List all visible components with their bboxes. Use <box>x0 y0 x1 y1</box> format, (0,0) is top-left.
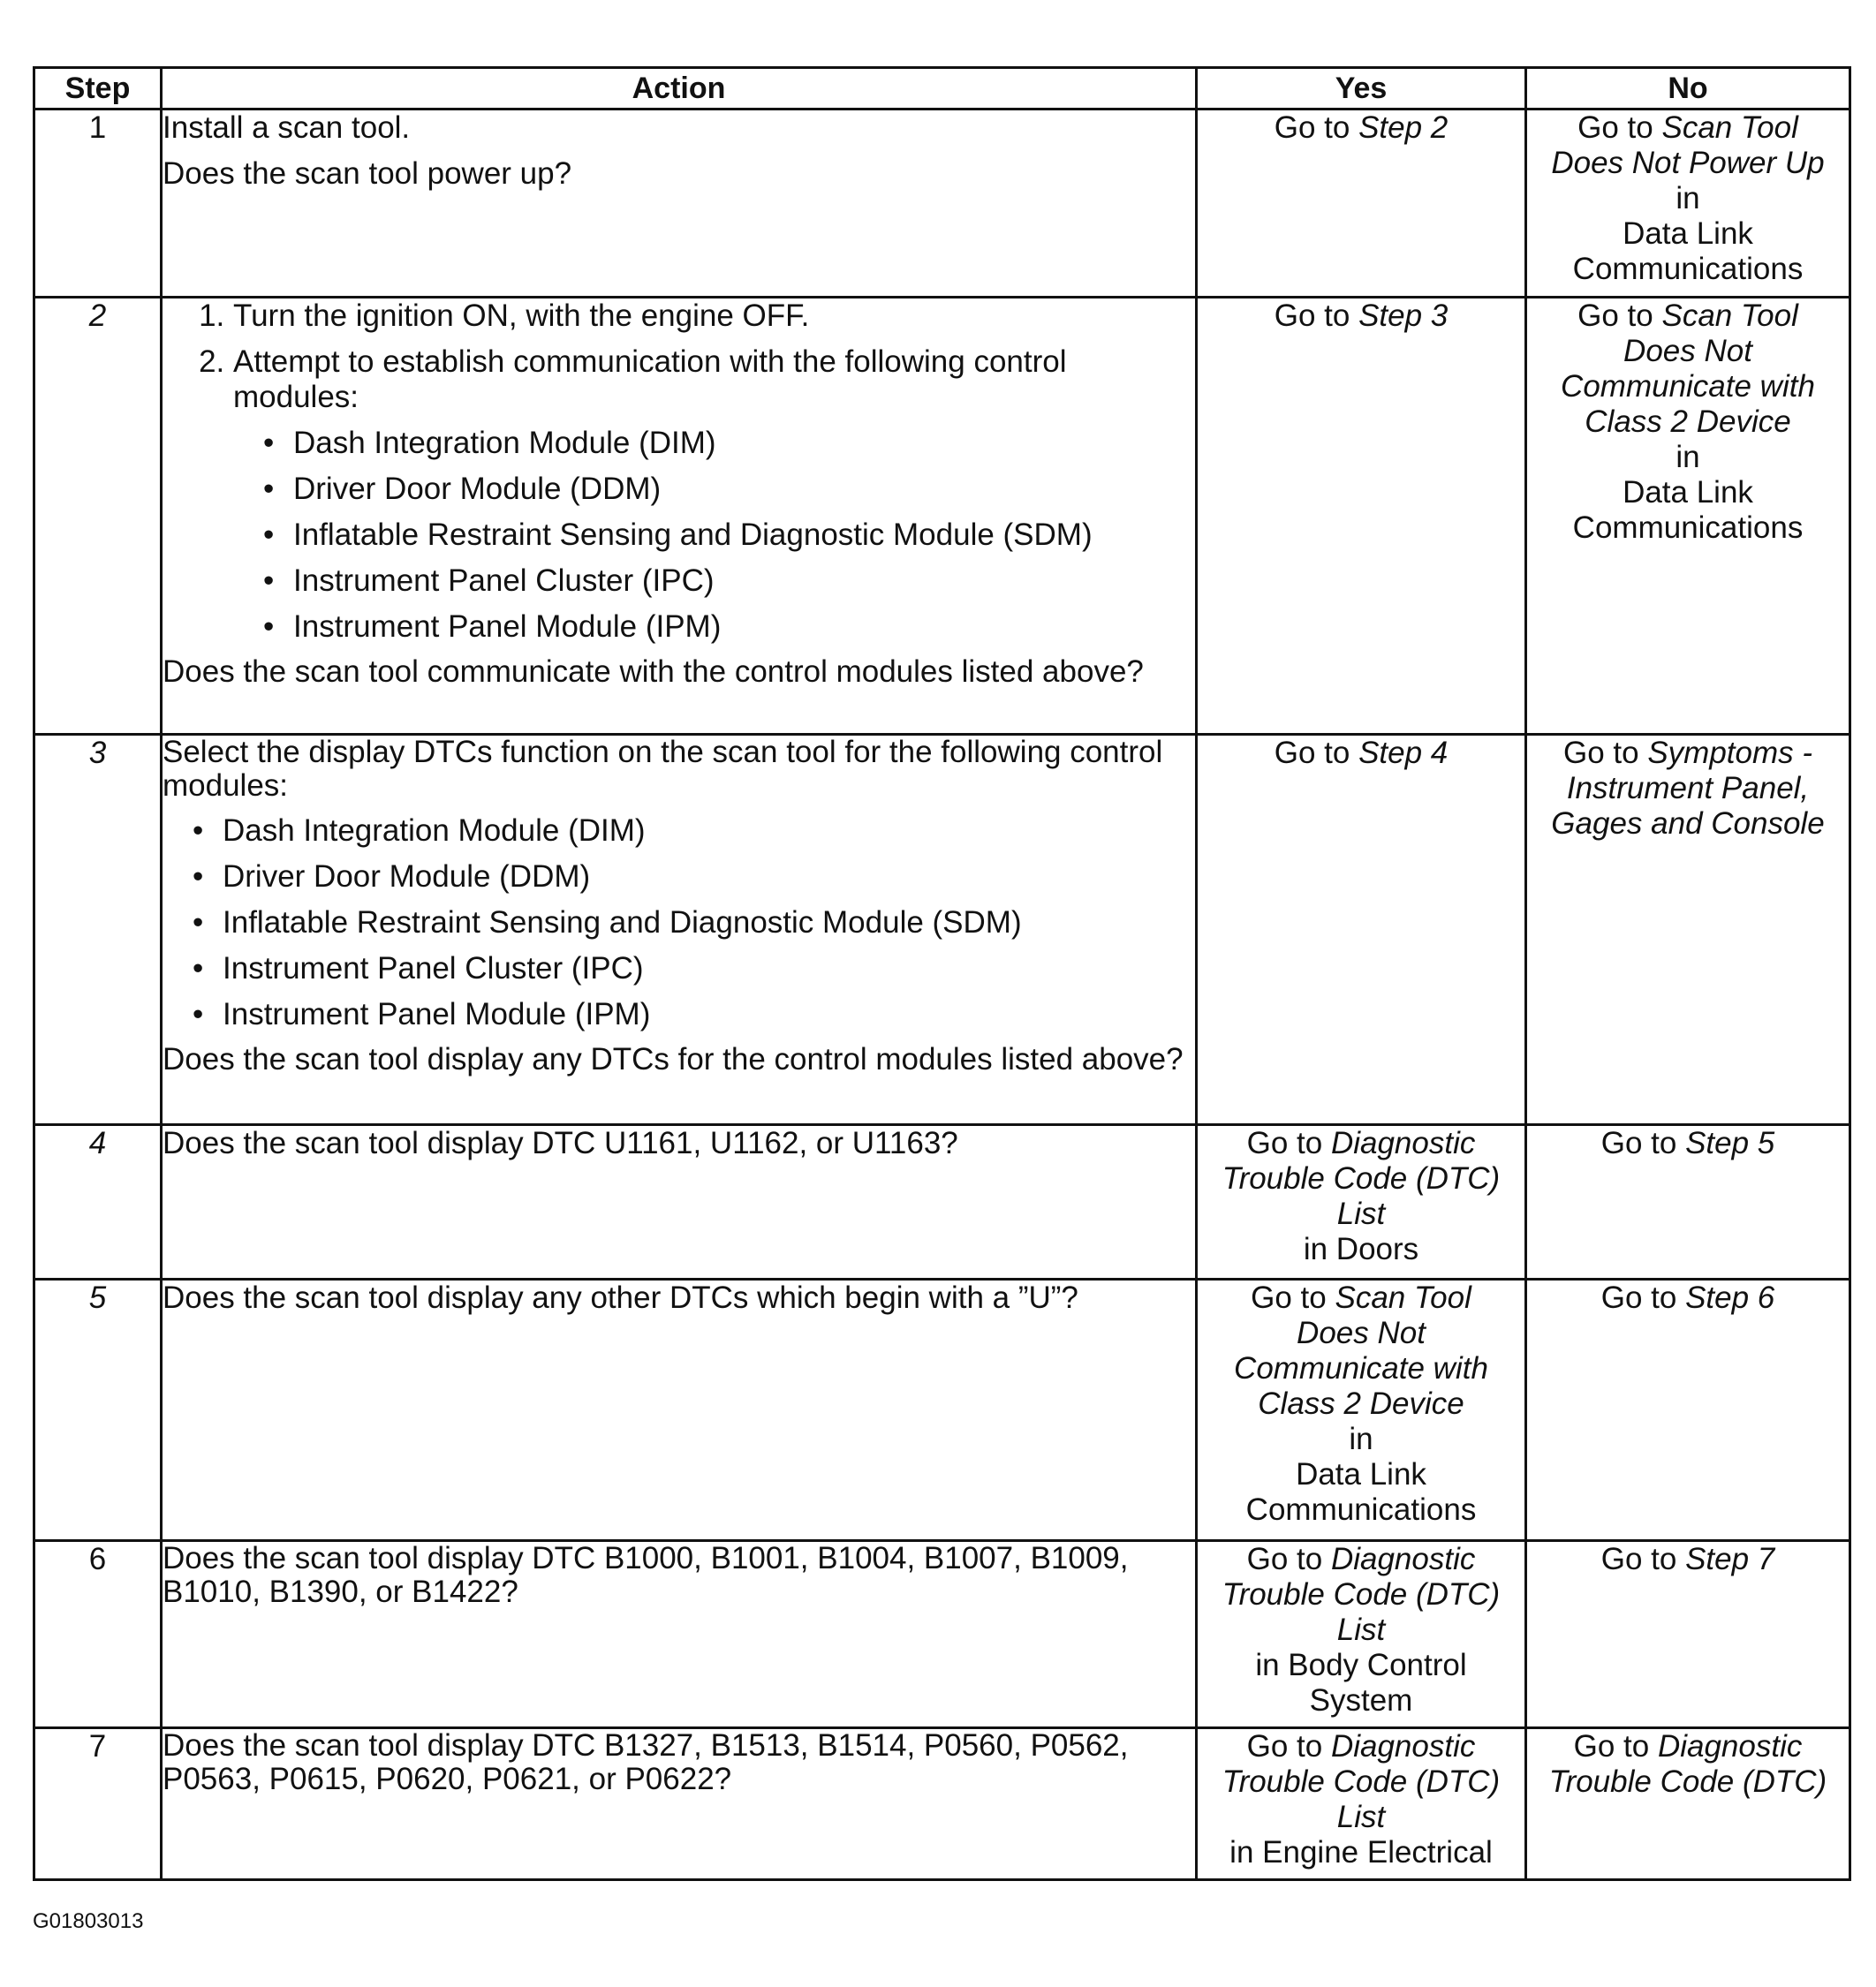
table-row <box>34 735 1850 1125</box>
yes-step-link[interactable]: Step 2 <box>1358 110 1449 145</box>
no-prefix: Go to <box>1577 298 1653 333</box>
no-ref-link[interactable]: Does Not <box>1623 334 1752 368</box>
no-step-link[interactable]: Step 6 <box>1685 1281 1775 1315</box>
yes-step-link[interactable]: Step 4 <box>1358 736 1449 770</box>
bullet-icon: • <box>193 997 204 1031</box>
list-item: • Driver Door Module (DDM) <box>193 859 591 894</box>
bullet-icon: • <box>263 518 275 552</box>
figure-id: G01803013 <box>33 1909 144 1933</box>
yes-prefix: Go to <box>1274 110 1350 145</box>
no-cell <box>1526 1728 1850 1880</box>
no-ref-link[interactable]: Gages and Console <box>1551 806 1825 841</box>
yes-section: in Body Control <box>1255 1648 1467 1682</box>
no-section: Communications <box>1572 510 1804 545</box>
bullet-icon: • <box>263 426 275 460</box>
header-yes: Yes <box>1197 68 1526 110</box>
yes-ref-link[interactable]: Diagnostic <box>1330 1542 1476 1576</box>
no-section: Data Link <box>1623 216 1753 251</box>
yes-ref-link[interactable]: Scan Tool <box>1335 1281 1471 1315</box>
yes-ref-link[interactable]: Diagnostic <box>1330 1126 1476 1160</box>
action-question: Does the scan tool display DTC B1327, B1513, B1514, P0560, P0562, P0563, P0615, P0620, P0621, or P0622? <box>163 1728 1129 1796</box>
no-cell <box>1526 110 1850 298</box>
yes-cell <box>1197 735 1526 1125</box>
action-cell <box>162 110 1197 298</box>
action-cell <box>162 735 1197 1125</box>
module-list <box>233 426 1195 645</box>
no-in: in <box>1676 440 1700 474</box>
no-prefix: Go to <box>1600 1281 1677 1315</box>
list-item <box>233 344 1195 645</box>
no-prefix: Go to <box>1577 110 1653 145</box>
bullet-icon: • <box>193 859 204 894</box>
table-row <box>34 1280 1850 1541</box>
yes-ref-link[interactable]: Does Not <box>1297 1316 1426 1350</box>
step-number: 1 <box>34 110 162 298</box>
yes-ref-link[interactable]: Diagnostic <box>1330 1729 1476 1764</box>
action-question: Does the scan tool display DTC U1161, U1162, or U1163? <box>163 1126 958 1160</box>
numbered-steps <box>163 298 1195 645</box>
list-item: • Driver Door Module (DDM) <box>263 472 662 506</box>
step-number: 3 <box>34 735 162 1125</box>
no-section: Data Link <box>1623 475 1753 510</box>
no-ref-link[interactable]: Class 2 Device <box>1585 404 1791 439</box>
step-number: 4 <box>34 1125 162 1280</box>
yes-prefix: Go to <box>1274 736 1350 770</box>
step-number: 6 <box>34 1541 162 1728</box>
action-cell <box>162 1125 1197 1280</box>
table-row <box>34 298 1850 735</box>
no-ref-link[interactable]: Does Not Power Up <box>1551 146 1825 180</box>
yes-section: Data Link <box>1296 1457 1426 1492</box>
yes-ref-link[interactable]: Trouble Code (DTC) <box>1222 1577 1501 1612</box>
table-row <box>34 1541 1850 1728</box>
action-question: Does the scan tool display DTC B1000, B1001, B1004, B1007, B1009, B1010, B1390, or B1422? <box>163 1541 1129 1609</box>
no-in: in <box>1676 181 1700 215</box>
bullet-icon: • <box>193 905 204 940</box>
no-ref-link[interactable]: Instrument Panel, <box>1566 771 1810 805</box>
yes-ref-link[interactable]: Trouble Code (DTC) <box>1222 1764 1501 1799</box>
header-action: Action <box>162 68 1197 110</box>
bullet-icon: • <box>193 813 204 848</box>
yes-step-link[interactable]: Step 3 <box>1358 298 1449 333</box>
action-question: Does the scan tool communicate with the control modules listed above? <box>163 654 1144 689</box>
no-step-link[interactable]: Step 5 <box>1685 1126 1775 1160</box>
yes-cell <box>1197 298 1526 735</box>
no-cell <box>1526 1280 1850 1541</box>
no-cell <box>1526 298 1850 735</box>
yes-ref-link[interactable]: Communicate with <box>1234 1351 1488 1386</box>
list-item: • Inflatable Restraint Sensing and Diagnostic Module (SDM) <box>263 518 1093 552</box>
header-no: No <box>1526 68 1850 110</box>
no-section: Communications <box>1572 252 1804 286</box>
module-list <box>163 813 1195 1032</box>
no-ref-link[interactable]: Communicate with <box>1561 369 1815 404</box>
no-ref-link[interactable]: Symptoms - <box>1647 736 1813 770</box>
yes-cell <box>1197 1125 1526 1280</box>
table-row <box>34 1125 1850 1280</box>
yes-cell <box>1197 1728 1526 1880</box>
action-cell <box>162 1728 1197 1880</box>
diagnostic-table <box>33 66 1851 1881</box>
yes-section: System <box>1309 1683 1413 1718</box>
yes-ref-link[interactable]: List <box>1336 1613 1386 1647</box>
action-cell <box>162 1541 1197 1728</box>
list-item: • Instrument Panel Cluster (IPC) <box>193 951 644 986</box>
yes-prefix: Go to <box>1274 298 1350 333</box>
yes-cell <box>1197 1541 1526 1728</box>
no-ref-link[interactable]: Scan Tool <box>1661 110 1798 145</box>
bullet-icon: • <box>263 563 275 598</box>
yes-ref-link[interactable]: List <box>1336 1197 1386 1231</box>
yes-in: in <box>1349 1422 1373 1456</box>
no-ref-link[interactable]: Trouble Code (DTC) <box>1548 1764 1827 1799</box>
no-prefix: Go to <box>1600 1542 1677 1576</box>
no-prefix: Go to <box>1573 1729 1650 1764</box>
bullet-icon: • <box>263 472 275 506</box>
yes-cell <box>1197 1280 1526 1541</box>
yes-section: in Doors <box>1303 1232 1419 1266</box>
step-number: 2 <box>34 298 162 735</box>
step-number: 5 <box>34 1280 162 1541</box>
no-prefix: Go to <box>1600 1126 1677 1160</box>
list-item: • Instrument Panel Module (IPM) <box>193 997 651 1031</box>
list-item: • Dash Integration Module (DIM) <box>263 426 716 460</box>
yes-prefix: Go to <box>1246 1729 1323 1764</box>
bullet-icon: • <box>193 951 204 986</box>
action-question: Does the scan tool display any other DTCs which begin with a ”U”? <box>163 1281 1078 1315</box>
list-item: • Dash Integration Module (DIM) <box>193 813 646 848</box>
yes-section: Communications <box>1245 1492 1477 1527</box>
list-item: 1. Turn the ignition ON, with the engine OFF. <box>233 298 1195 334</box>
action-question: Does the scan tool power up? <box>163 156 572 191</box>
action-instruction: Install a scan tool. <box>163 110 411 145</box>
list-item: • Instrument Panel Cluster (IPC) <box>263 563 715 598</box>
no-step-link[interactable]: Step 7 <box>1685 1542 1775 1576</box>
no-ref-link[interactable]: Diagnostic <box>1657 1729 1803 1764</box>
no-cell <box>1526 1541 1850 1728</box>
action-cell <box>162 298 1197 735</box>
step-number: 7 <box>34 1728 162 1880</box>
list-item-text: Attempt to establish communication with the following control modules: <box>233 344 1067 414</box>
no-prefix: Go to <box>1562 736 1639 770</box>
yes-prefix: Go to <box>1246 1126 1323 1160</box>
yes-cell <box>1197 110 1526 298</box>
no-cell <box>1526 1125 1850 1280</box>
yes-ref-link[interactable]: Trouble Code (DTC) <box>1222 1161 1501 1196</box>
action-instruction: Select the display DTCs function on the scan tool for the following control modules: <box>163 735 1163 803</box>
yes-ref-link[interactable]: Class 2 Device <box>1258 1386 1464 1421</box>
table-row <box>34 1728 1850 1880</box>
action-question: Does the scan tool display any DTCs for the control modules listed above? <box>163 1042 1184 1077</box>
yes-prefix: Go to <box>1251 1281 1327 1315</box>
no-ref-link[interactable]: Scan Tool <box>1661 298 1798 333</box>
list-item: • Inflatable Restraint Sensing and Diagnostic Module (SDM) <box>193 905 1022 940</box>
table-row <box>34 110 1850 298</box>
list-item: • Instrument Panel Module (IPM) <box>263 609 722 644</box>
header-step: Step <box>34 68 162 110</box>
yes-ref-link[interactable]: List <box>1336 1800 1386 1834</box>
yes-section: in Engine Electrical <box>1229 1835 1493 1870</box>
bullet-icon: • <box>263 609 275 644</box>
header-row <box>34 68 1850 110</box>
yes-prefix: Go to <box>1246 1542 1323 1576</box>
no-cell <box>1526 735 1850 1125</box>
action-cell <box>162 1280 1197 1541</box>
